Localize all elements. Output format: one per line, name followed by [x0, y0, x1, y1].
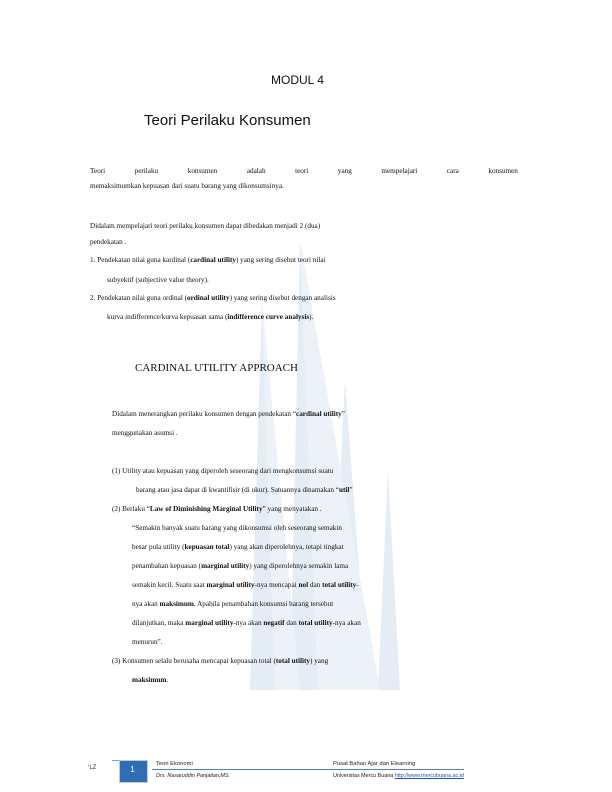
assumption-2-line-6: dilanjutkan, maka marginal utility-nya akan negatif dan total utility-nya akan: [132, 619, 361, 627]
intro-word: adalah: [246, 167, 266, 175]
section-heading: CARDINAL UTILITY APPROACH: [135, 362, 298, 374]
footer-university: Universitas Mercu Buana http://www.mercubuana.ac.id: [333, 773, 464, 779]
intro-word: cara: [446, 167, 459, 175]
module-label: MODUL 4: [271, 73, 324, 87]
cardinal-intro: Didalam menerangkan perilaku konsumen dengan pendekatan “cardinal utility”: [112, 410, 345, 418]
approach-item-2: 2. Pendekatan nilai guna ordinal (ordinal utility) yang sering disebut dengan analisis: [90, 294, 336, 302]
approach-item-2-cont: kurva indifference/kurva kepuasan sama (indifference curve analysis).: [107, 313, 314, 321]
approach-item-1: 1. Pendekatan nilai guna kardinal (cardinal utility) yang sering disebut teori nilai: [90, 256, 326, 264]
intro-line-1: [90, 167, 518, 175]
footer-divider: [152, 769, 464, 770]
assumption-2-line-5: nya akan maksimum. Apabila penambahan konsumsi barang tersebut: [132, 600, 334, 608]
cardinal-intro-cont: menggunakan asumsi .: [112, 429, 178, 437]
footer-author: Drs. Nasaruddin Panjaitan,MS.: [156, 773, 231, 779]
assumption-3: (3) Konsumen selalu berusaha mencapai kepuasan total (total utility) yang: [112, 657, 329, 665]
assumption-2-line-1: “Semakin banyak suatu barang yang dikonsumsi oleh seseorang semakin: [132, 524, 342, 532]
page-title: Teori Perilaku Konsumen: [144, 112, 311, 129]
intro-line-2: memaksimumkan kepuasan dari suatu barang yang dikonsumsinya.: [90, 182, 284, 190]
assumption-2: (2) Berlaku “Law of Diminishing Marginal Utility” yang menyatakan .: [112, 505, 322, 513]
assumption-1: (1) Utility atau kepuasan yang diperoleh seseorang dari mengkonsumsi suatu: [112, 467, 334, 475]
intro-word: yang: [337, 167, 352, 175]
assumption-2-line-3: penambahan kepuasan (marginal utility) yang diperolehnya semakin lama: [132, 562, 349, 570]
intro-word: perilaku: [134, 167, 159, 175]
footer-course: Teori Ekonomi: [156, 761, 193, 767]
footer-url-link[interactable]: http://www.mercubuana.ac.id: [394, 773, 464, 779]
assumption-1-cont: barang atau jasa dapat di kwantifisir (di ukur). Satuannya dinamakan “util”: [136, 486, 353, 494]
footer-center-title: Pusat Bahan Ajar dan Elearning: [333, 761, 416, 767]
intro-word: konsumen: [488, 167, 518, 175]
approach-item-1-cont: subyektif (subjective value theory).: [107, 276, 209, 284]
approaches-line-2: pendekatan .: [90, 238, 127, 246]
assumption-2-line-7: menurun”.: [132, 638, 163, 646]
intro-word: konsumen: [187, 167, 218, 175]
intro-word: teori: [295, 167, 309, 175]
assumption-2-line-4: semakin kecil. Suatu saat marginal utility-nya mencapai nol dan total utility-: [132, 581, 359, 589]
assumption-2-line-2: besar pula utility (kepuasan total) yang akan diperolehnya, tetapi tingkat: [132, 543, 344, 551]
page-number: 1: [130, 765, 135, 774]
footer-left-mark: ‘LZ: [88, 765, 97, 771]
assumption-3-cont: maksimum.: [132, 676, 169, 684]
approaches-line-1: Didalam mempelajari teori perilaku konsumen dapat dibedakan menjadi 2 (dua): [90, 222, 321, 230]
intro-word: mempelajari: [381, 167, 418, 175]
intro-word: Teori: [90, 167, 106, 175]
